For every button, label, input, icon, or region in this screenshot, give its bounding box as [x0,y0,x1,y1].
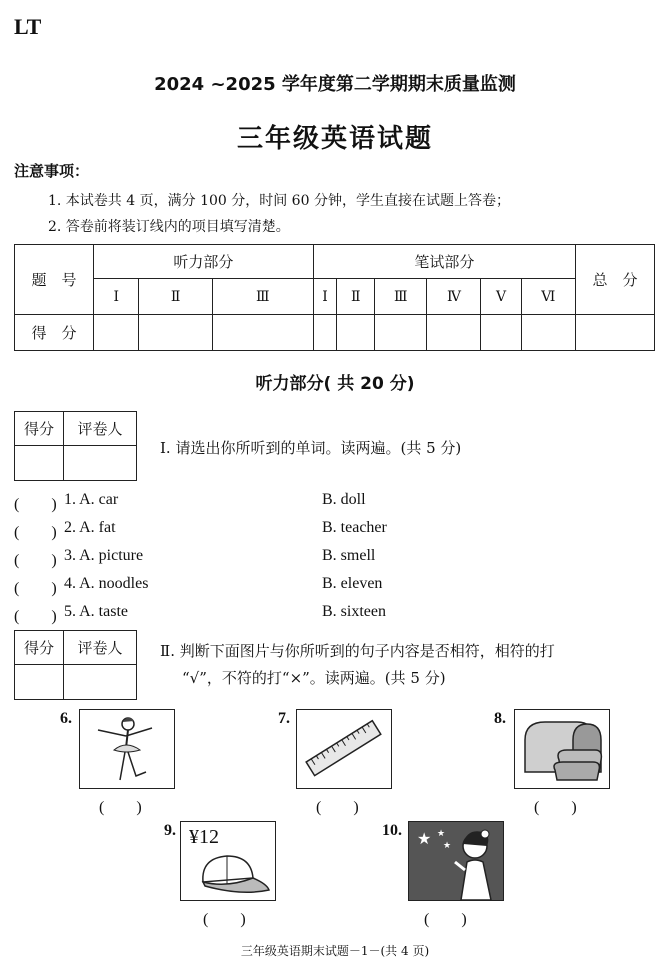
grader-box [14,630,137,700]
grader-score-cell[interactable] [15,446,64,481]
answer-blank[interactable]: ( ) [424,911,467,928]
cap-icon [180,821,276,901]
grader-score-label: 得分 [15,631,64,665]
item-number: 9. [164,822,176,839]
option-b: B. teacher [322,519,387,536]
listening-part-2: Ⅱ [139,279,212,315]
option-a: 1. A. car [64,491,119,508]
answer-blank[interactable]: ( ) [99,799,142,816]
grader-reviewer-label: 评卷人 [64,631,137,665]
note-item: 2. 答卷前将装订线内的项目填写清楚。 [48,219,290,235]
item-number: 7. [278,710,290,727]
option-a: 4. A. noodles [64,575,149,592]
score-table-item-label: 题 号 [15,245,94,315]
writing-part-4: Ⅳ [427,279,481,315]
item-number: 6. [60,710,72,727]
note-item: 1. 本试卷共 4 页，满分 100 分，时间 60 分钟，学生直接在试题上答卷； [48,193,510,209]
svg-text:★: ★ [417,829,432,848]
price-label: ¥12 [189,826,219,848]
grader-reviewer-label: 评卷人 [64,412,137,446]
page-footer: 三年级英语期末试题－1－(共 4 页) [240,944,430,958]
listening-header: 听力部分 [94,245,314,279]
option-b: B. eleven [322,575,383,592]
score-table [14,244,655,351]
writing-part-3: Ⅲ [375,279,427,315]
score-cell[interactable] [481,315,521,351]
score-cell[interactable] [576,315,655,351]
writing-part-1: Ⅰ [313,279,337,315]
exam-name: 2024 ~2025 学年度第二学期期末质量监测 [154,74,516,95]
grader-score-cell[interactable] [15,665,64,700]
grader-box [14,411,137,481]
answer-blank[interactable]: ( ) [14,608,57,625]
section-title: 听力部分( 共 20 分) [255,374,415,394]
writing-header: 笔试部分 [313,245,575,279]
svg-text:★: ★ [443,841,452,851]
listening-part-1: Ⅰ [94,279,139,315]
option-a: 2. A. fat [64,519,116,536]
answer-blank[interactable]: ( ) [203,911,246,928]
part2-instruction-line1: Ⅱ. 判断下面图片与你所听到的句子内容是否相符，相符的打 [160,642,555,660]
item-number: 8. [494,710,506,727]
corner-mark: LT [14,14,42,39]
girl-flag-icon [408,821,504,901]
writing-part-2: Ⅱ [337,279,375,315]
part1-instruction: Ⅰ. 请选出你所听到的单词。读两遍。(共 5 分) [160,439,462,457]
total-header: 总 分 [576,245,655,315]
writing-part-6: Ⅵ [521,279,575,315]
score-row-label: 得 分 [15,315,94,351]
listening-part-3: Ⅲ [212,279,313,315]
answer-blank[interactable]: ( ) [14,496,57,513]
notes-title: 注意事项： [14,162,90,180]
score-cell[interactable] [212,315,313,351]
answer-blank[interactable]: ( ) [534,799,577,816]
part2-instruction-line2: “√”，不符的打“×”。读两遍。(共 5 分) [182,669,446,687]
writing-part-5: Ⅴ [481,279,521,315]
svg-text:★: ★ [437,829,446,839]
option-a: 3. A. picture [64,547,144,564]
score-cell[interactable] [427,315,481,351]
ruler-icon [296,709,392,789]
option-b: B. doll [322,491,366,508]
item-number: 10. [382,822,402,839]
answer-blank[interactable]: ( ) [14,580,57,597]
option-b: B. sixteen [322,603,386,620]
answer-blank[interactable]: ( ) [14,524,57,541]
score-cell[interactable] [375,315,427,351]
ballerina-icon [79,709,175,789]
score-cell[interactable] [313,315,337,351]
answer-blank[interactable]: ( ) [316,799,359,816]
option-b: B. smell [322,547,376,564]
score-cell[interactable] [139,315,212,351]
option-a: 5. A. taste [64,603,128,620]
score-cell[interactable] [521,315,575,351]
grader-reviewer-cell[interactable] [64,446,137,481]
grader-score-label: 得分 [15,412,64,446]
score-cell[interactable] [94,315,139,351]
page-title: 三年级英语试题 [236,124,433,154]
score-cell[interactable] [337,315,375,351]
answer-blank[interactable]: ( ) [14,552,57,569]
bread-icon [514,709,610,789]
grader-reviewer-cell[interactable] [64,665,137,700]
